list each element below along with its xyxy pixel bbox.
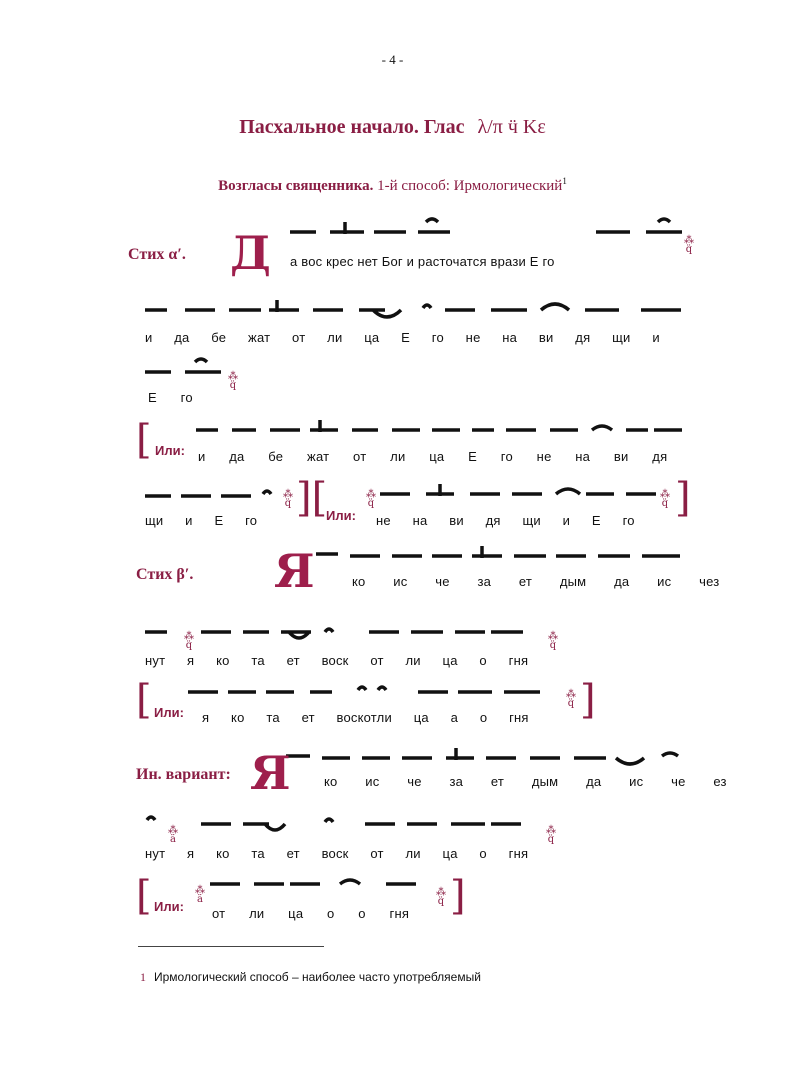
footnote-rule — [138, 946, 324, 947]
drop-cap: Я — [274, 544, 315, 598]
lyric-line: от ли ца о о гня — [212, 906, 410, 921]
alt-label: Или: — [155, 443, 185, 458]
footnote-mark: 1 — [140, 970, 146, 984]
cadence-mark-icon: ⁂ q̈ — [660, 489, 670, 509]
lyric-line: ко ис че за ет дым да ис че ез — [324, 774, 727, 789]
neume-icon — [290, 214, 690, 242]
footnote — [140, 970, 481, 985]
lyric-line: нут я ко та ет воск от ли ца о гня — [145, 653, 529, 668]
neume-icon — [316, 538, 696, 566]
bracket-icon: [ — [136, 417, 152, 463]
cadence-mark-icon: ⁂ q̈ — [184, 631, 194, 651]
cadence-mark-icon: ⁂ q̈ — [366, 489, 376, 509]
neume-row — [380, 476, 660, 504]
lyric-line: щи и Е го — [145, 513, 258, 528]
neume-icon — [210, 866, 430, 894]
page-number: - 4 - — [381, 52, 404, 67]
cadence-mark-icon: ⁂ ӓ — [195, 885, 205, 905]
neume-row — [316, 538, 696, 566]
neume-icon — [380, 476, 660, 504]
neume-icon — [145, 806, 545, 834]
lyric-line: и да бе жат от ли ца Е го не на ви дя щи и — [145, 330, 660, 345]
cadence-mark-icon: ⁂ q̈ — [684, 235, 694, 255]
neume-icon — [196, 412, 686, 440]
bracket-icon: ] — [675, 475, 691, 521]
neume-icon — [286, 740, 696, 768]
mode-mark: λ/π ӵ Κε — [477, 116, 546, 138]
verse-label: Стих β′. — [136, 566, 194, 583]
bracket-icon: [ — [136, 873, 152, 919]
alt-label: Или: — [154, 899, 184, 914]
footnote-ref: 1 — [562, 176, 567, 186]
subtitle-bold: Возгласы священника. — [218, 178, 374, 194]
neume-row — [188, 674, 558, 702]
lyric-line: не на ви дя щи и Е го — [376, 513, 635, 528]
page-title — [0, 116, 785, 139]
verse-label: Стих α′. — [128, 246, 186, 263]
neume-row — [286, 740, 696, 768]
footnote-text: Ирмологический способ – наиболее часто употребляемый — [154, 970, 481, 984]
cadence-mark-icon: ⁂ q̈ — [546, 825, 556, 845]
bracket-icon: [ — [136, 677, 152, 723]
lyric-line: Е го — [148, 390, 193, 405]
lyric-line: ко ис че за ет дым да ис чез — [352, 574, 720, 589]
cadence-mark-icon: ⁂ q̈ — [283, 489, 293, 509]
neume-icon — [145, 292, 690, 320]
lyric-line: нут я ко та ет воск от ли ца о гня — [145, 846, 529, 861]
neume-row — [145, 354, 225, 382]
section-subtitle — [0, 176, 785, 195]
neume-row — [145, 614, 545, 642]
bracket-icon: ][ — [296, 475, 328, 521]
neume-row — [145, 806, 545, 834]
lyric-line: я ко та ет воскотли ца а о гня — [202, 710, 529, 725]
neume-row — [145, 478, 285, 506]
bracket-icon: ] — [580, 677, 596, 723]
subtitle-rest: 1-й способ: Ирмологический — [377, 178, 563, 194]
lyric-line: а вос крес нет Бог и расточатся врази Е го — [290, 254, 555, 269]
title-text: Пасхальное начало. Глас — [239, 116, 465, 138]
cadence-mark-icon: ⁂ q̈ — [436, 887, 446, 907]
neume-icon — [188, 674, 558, 702]
neume-icon — [145, 614, 545, 642]
neume-row — [196, 412, 686, 440]
lyric-line: и да бе жат от ли ца Е го не на ви дя — [198, 449, 668, 464]
drop-cap: Я — [250, 746, 291, 800]
neume-row — [145, 292, 690, 320]
neume-icon — [145, 478, 285, 506]
alt-label: Или: — [154, 705, 184, 720]
cadence-mark-icon: ⁂ q̈ — [228, 371, 238, 391]
bracket-icon: ] — [450, 873, 466, 919]
neume-icon — [145, 354, 225, 382]
cadence-mark-icon: ⁂ q̈ — [566, 689, 576, 709]
cadence-mark-icon: ⁂ q̈ — [548, 631, 558, 651]
neume-row — [210, 866, 430, 894]
cadence-mark-icon: ⁂ ӓ — [168, 825, 178, 845]
neume-row — [290, 214, 690, 242]
alt-label: Или: — [326, 508, 356, 523]
drop-cap: Д — [230, 226, 271, 280]
verse-label: Ин. вариант: — [136, 766, 231, 783]
